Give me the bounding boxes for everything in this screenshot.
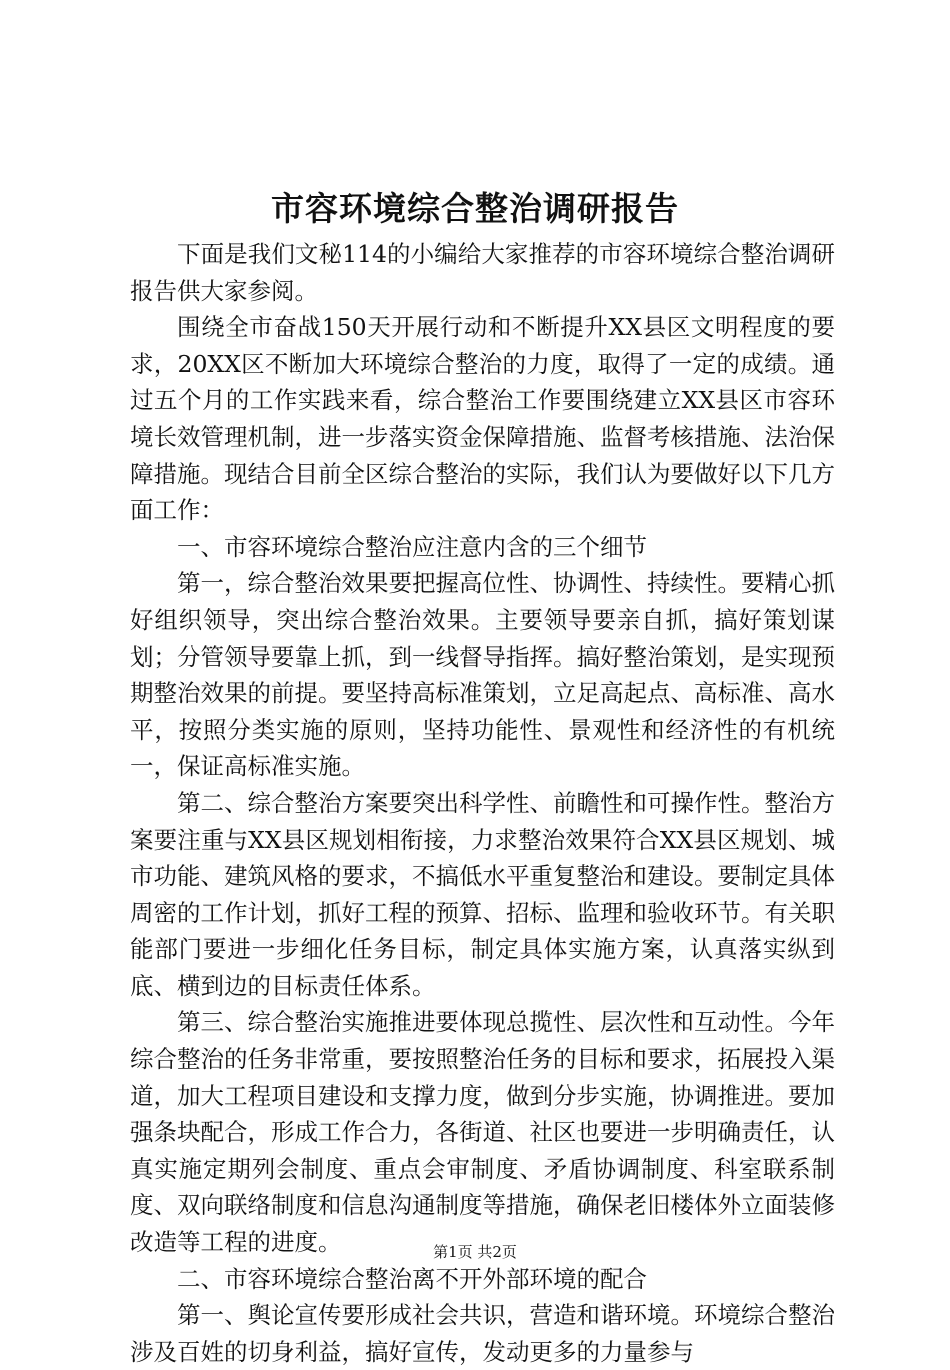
paragraph-point-1: 第一，综合整治效果要把握高位性、协调性、持续性。要精心抓好组织领导，突出综合整治效果。主要领导要亲自抓，搞好策划谋划；分管领导要靠上抓，到一线督导指挥。搞好整治策划，是实现预期整治效果的前提。要坚持高标准策划，立足高起点、高标准、高水平，按照分类实施的原则，坚持功能性、景观性和经济性的有机统一，保证高标准实施。 bbox=[130, 569, 835, 781]
section-heading-2: 二、市容环境综合整治离不开外部环境的配合 bbox=[177, 1264, 647, 1293]
paragraph-intro: 下面是我们文秘114的小编给大家推荐的市容环境综合整治调研报告供大家参阅。 bbox=[130, 240, 835, 305]
paragraph-point-3: 第三、综合整治实施推进要体现总揽性、层次性和互动性。今年综合整治的任务非常重，要按照整治任务的目标和要求，拓展投入渠道，加大工程项目建设和支撑力度，做到分步实施，协调推进。要加强条块配合，形成工作合力，各街道、社区也要进一步明确责任，认真实施定期列会制度、重点会审制度、矛盾协调制度、科室联系制度、双向联络制度和信息沟通制度等措施，确保老旧楼体外立面装修改造等工程的进度。 bbox=[130, 1008, 835, 1257]
paragraph-background: 围绕全市奋战150天开展行动和不断提升XX县区文明程度的要求，20XX区不断加大环境综合整治的力度，取得了一定的成绩。通过五个月的工作实践来看，综合整治工作要围绕建立XX县区市容环境长效管理机制，进一步落实资金保障措施、监督考核措施、法治保障措施。现结合目前全区综合整治的实际，我们认为要做好以下几方面工作： bbox=[130, 313, 835, 525]
document-title: 市容环境综合整治调研报告 bbox=[271, 189, 679, 228]
paragraph-point-2: 第二、综合整治方案要突出科学性、前瞻性和可操作性。整治方案要注重与XX县区规划相衔接，力求整治效果符合XX县区规划、城市功能、建筑风格的要求，不搞低水平重复整治和建设。要制定具体周密的工作计划，抓好工程的预算、招标、监理和验收环节。有关职能部门要进一步细化任务目标，制定具体实施方案，认真落实纵到底、横到边的目标责任体系。 bbox=[130, 788, 835, 1000]
paragraph-section2-point-1: 第一、舆论宣传要形成社会共识，营造和谐环境。环境综合整治涉及百姓的切身利益，搞好宣传，发动更多的力量参与 bbox=[130, 1301, 835, 1366]
page-footer: 第1页 共2页 bbox=[433, 1243, 517, 1261]
section-heading-1: 一、市容环境综合整治应注意内含的三个细节 bbox=[177, 532, 647, 561]
document-body bbox=[130, 236, 835, 1370]
